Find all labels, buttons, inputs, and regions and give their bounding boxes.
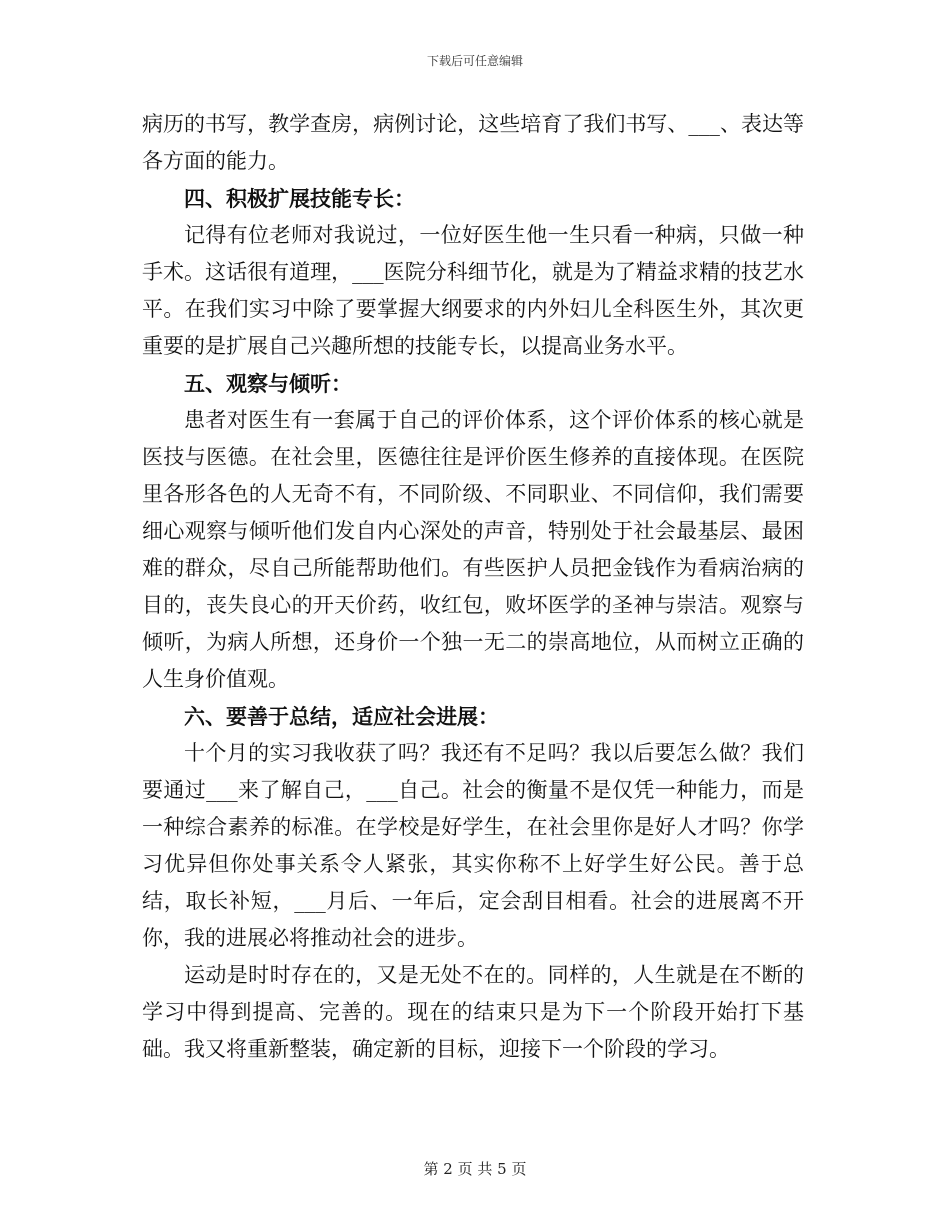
page-header-note: 下载后可任意编辑 bbox=[426, 54, 523, 68]
section-heading-5: 五、观察与倾听： bbox=[184, 371, 352, 396]
paragraph-closing: 运动是时时存在的，又是无处不在的。同样的，人生就是在不断的学习中得到提高、完善的。现在的结束只是为下一个阶段开始打下基础。我又将重新整装，确定新的目标，迎接下一个阶段的学习。 bbox=[142, 963, 804, 1061]
paragraph-section-5: 患者对医生有一套属于自己的评价体系，这个评价体系的核心就是医技与医德。在社会里，医德往往是评价医生修养的直接体现。在医院里各形各色的人无奇不有，不同阶级、不同职业、不同信仰，我们需要细心观察与倾听他们发自内心深处的声音，特别处于社会最基层、最困难的群众，尽自己所能帮助他们。有些医护人员把金钱作为看病治病的目的，丧失良心的开天价药，收红包，败坏医学的圣神与崇洁。观察与倾听，为病人所想，还身价一个独一无二的崇高地位，从而树立正确的人生身价值观。 bbox=[142, 408, 804, 691]
section-heading-4: 四、积极扩展技能专长： bbox=[184, 186, 415, 211]
paragraph-section-6: 十个月的实习我收获了吗？我还有不足吗？我以后要怎么做？我们要通过___来了解自己，___自己。社会的衡量不是仅凭一种能力，而是一种综合素养的标准。在学校是好学生，在社会里你是好人才吗？你学习优异但你处事关系令人紧张，其实你称不上好学生好公民。善于总结，取长补短，___月后、一年后，定会刮目相看。社会的进展离不开你，我的进展必将推动社会的进步。 bbox=[142, 741, 804, 950]
paragraph-continued: 病历的书写，教学查房，病例讨论，这些培育了我们书写、___、表达等各方面的能力。 bbox=[142, 112, 804, 173]
document-body bbox=[142, 106, 804, 1068]
paragraph-section-4: 记得有位老师对我说过，一位好医生他一生只看一种病，只做一种手术。这话很有道理，___医院分科细节化，就是为了精益求精的技艺水平。在我们实习中除了要掌握大纲要求的内外妇儿全科医生外，其次更重要的是扩展自己兴趣所想的技能专长，以提高业务水平。 bbox=[142, 223, 804, 358]
page-number: 第 2 页 共 5 页 bbox=[423, 1160, 527, 1178]
section-heading-6: 六、要善于总结，适应社会进展： bbox=[184, 704, 499, 729]
